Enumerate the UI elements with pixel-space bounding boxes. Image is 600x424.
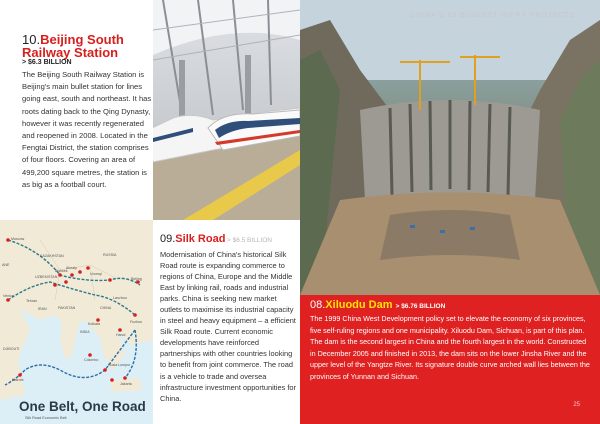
map-label-russia: RUSSIA [103,253,117,257]
map-label-kazakhstan: KAZAKHSTAN [40,254,64,258]
map-label-india: INDIA [80,330,90,334]
beijing-station-panel [0,0,153,220]
map-label-bishkek: Bishkek [55,269,68,273]
silk-road-number: 09. [160,233,176,245]
silk-road-text: Modernisation of China's historical Silk Road route is expanding commerce to regions of China, Europe and the Middle East by linking rail, roads and industrial parks. China is seeking new market outlets to maximise its industrial capacity in steel and heavy equipment – a efficient Silk Road route. Current economic developments have reinforced partnerships with other countries looking to benefit from joint commerce. The road is a vehicle to trade and oversea infrastructure investment opportunities for China. [160,250,296,403]
map-label-lanzhou: Lanzhou [113,296,127,300]
map-subtitle: Silk Road Economic Belt [25,416,67,420]
map-label-fuzhou: Fuzhou [130,320,142,324]
train-illustration [153,0,300,220]
map-label-china: CHINA [100,306,112,310]
map-title: One Belt, One Road [19,399,146,414]
map-label-ane: ANE [2,263,10,267]
beijing-station-number: 10. [22,32,41,47]
dam-photo-header: CHINA’S 10 BIGGEST INFRA PROJECTS [410,12,575,19]
map-label-tehran: Tehran [26,299,37,303]
beijing-station-heading [22,33,152,59]
map-label-djibouti: DJIBOUTI [3,347,20,351]
map-label-almaty: Almaty [66,266,77,270]
map-label-nairobi: Nairobi [12,378,24,382]
silk-road-title: Silk Road [175,233,226,245]
map-label-hanoi: Hanoi [116,333,126,337]
map-label-beijing: Beijing [131,277,142,281]
silk-road-heading [160,233,225,245]
silk-road-panel [153,220,300,424]
beijing-station-price: > $6.3 BILLION [22,59,72,66]
train-photo [153,0,300,220]
map-label-uzbekistan: UZBEKISTAN [35,275,58,279]
beijing-station-title: Beijing South Railway Station [22,32,124,60]
map-label-pakistan: PAKISTAN [58,306,76,310]
xiluodu-dam-title: Xiluodu Dam [325,299,393,311]
silk-road-price: > $6.5 BILLION [227,237,272,244]
map-label-jakarta: Jakarta [120,382,132,386]
one-belt-one-road-map [0,220,153,424]
map-label-iran: IRAN [38,307,47,311]
page-number: 25 [573,402,580,408]
xiluodu-dam-price: > $6.76 BILLION [395,303,446,310]
map-label-kuala-lumpur: Kuala Lumpur [108,363,131,367]
dam-illustration [300,0,600,295]
map-label-moscow: Moscow [11,237,25,241]
map-label-kolkata: Kolkata [88,322,100,326]
xiluodu-dam-heading [310,299,445,311]
xiluodu-dam-text: The 1999 China West Development policy set to elevate the economy of six provinces, five self-ruling regions and one municipality. Xiluodu Dam, Sichuan, is part of this plan. The dam is the second largest in China and the fourth largest in the world. Constructed in December 2005 and finished in 2013, the dam sits on the lower Jinsha River and the upper level of the Yangtze River. Its signature double curve arched wall lies between the provinces of Yunnan and Sichuan. [310,314,590,381]
beijing-station-text: The Beijing South Railway Station is Beijing's main bullet station for lines going east, south and northeast. It has roots dating back to the Qing Dynasty, however it was recently regenerated and reopened in 2008. Located in the Fengtai District, the station comprises of four floors. Covering an area of 499,200 square metres, the station is as big as a football court. [22,70,152,189]
map-label-urumqi: Urumqi [90,272,102,276]
xiluodu-dam-number: 08. [310,299,326,311]
xiluodu-dam-panel [300,295,600,424]
map-label-colombo: Colombo [84,358,99,362]
map-label-venice: Venice [3,294,14,298]
xiluodu-dam-photo [300,0,600,295]
